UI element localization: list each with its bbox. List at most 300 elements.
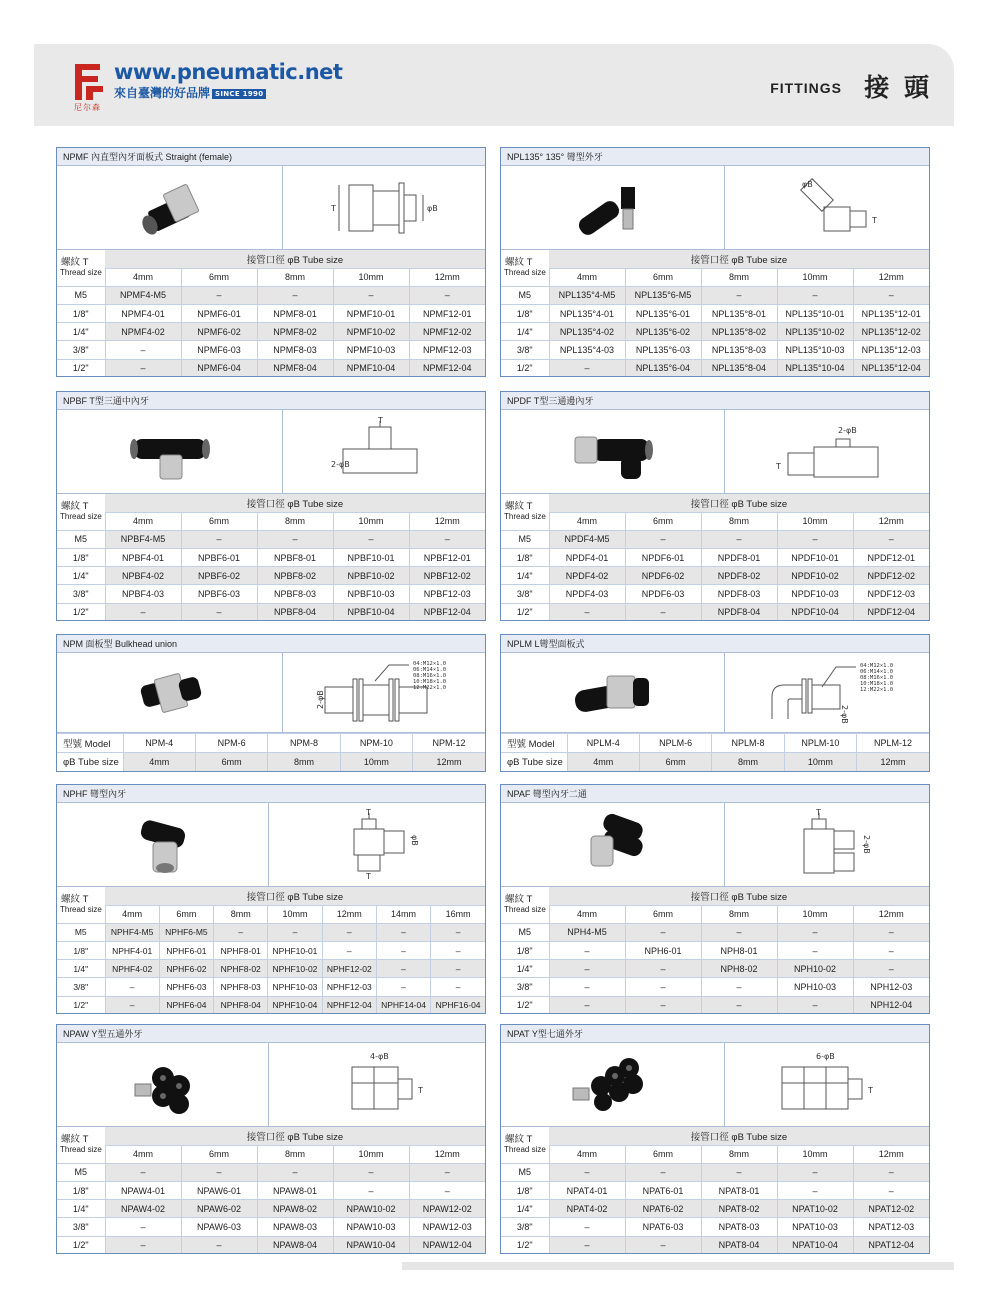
tube-cell: 12mm [857, 753, 929, 772]
part-cell: – [105, 978, 159, 996]
size-header: 8mm [257, 268, 333, 286]
tube-row [501, 753, 929, 772]
thread-label-zh: 螺紋 T [57, 250, 105, 268]
size-header: 8mm [701, 1145, 777, 1163]
tube-cell: 12mm [413, 753, 485, 772]
svg-text:2-φB: 2-φB [862, 834, 871, 854]
table-row [57, 1218, 485, 1236]
part-cell: – [376, 978, 430, 996]
part-cell: – [181, 603, 257, 621]
part-cell: NPAT10-03 [777, 1218, 853, 1236]
svg-text:2-φB: 2-φB [840, 704, 849, 724]
panel-npaw [56, 1024, 486, 1254]
part-cell: NPAT8-02 [701, 1200, 777, 1218]
panel-title: NPHF 彎型內牙 [57, 785, 485, 803]
part-cell: NPH8-01 [701, 942, 777, 960]
fitting-drawing-icon [289, 657, 479, 729]
part-cell: NPAT10-02 [777, 1200, 853, 1218]
thread-cell: 3/8" [501, 1218, 549, 1236]
size-header: 6mm [181, 512, 257, 530]
tube-cell: 10mm [784, 753, 856, 772]
fitting-drawing [725, 653, 929, 732]
dim-text: 04:M12×1.0 [860, 662, 894, 669]
panel-npmf [56, 147, 486, 377]
part-cell: – [701, 996, 777, 1014]
size-header: 8mm [214, 905, 268, 923]
fitting-drawing [283, 653, 485, 732]
fitting-drawing [725, 1043, 929, 1126]
panel-images [501, 1043, 929, 1127]
part-cell: – [549, 978, 625, 996]
fitting-drawing [269, 803, 485, 886]
part-cell: NPDF8-04 [701, 603, 777, 621]
thread-cell: 1/8" [57, 305, 105, 323]
part-cell: NPBF6-03 [181, 585, 257, 603]
part-cell: NPDF8-01 [701, 549, 777, 567]
tube-label: φB Tube size [501, 753, 567, 772]
thread-cell: 1/8" [501, 305, 549, 323]
svg-text:T: T [776, 461, 781, 471]
thread-cell: M5 [501, 923, 549, 941]
part-cell: – [105, 359, 181, 377]
part-cell: NPDF12-04 [853, 603, 929, 621]
part-cell: – [333, 530, 409, 548]
size-header: 6mm [625, 1145, 701, 1163]
part-cell: – [257, 1163, 333, 1181]
part-cell: NPL135°6-02 [625, 323, 701, 341]
table-row [57, 996, 485, 1014]
size-header: 6mm [181, 268, 257, 286]
tube-cell: 8mm [268, 753, 340, 772]
part-cell: NPL135°6-M5 [625, 286, 701, 304]
svg-text:T: T [868, 1085, 873, 1095]
panel-title: NPAF 彎型內牙二通 [501, 785, 929, 803]
part-cell: NPAW8-04 [257, 1236, 333, 1254]
table-row [501, 567, 929, 585]
panel-images [57, 166, 485, 250]
part-cell: NPL135°10-03 [777, 341, 853, 359]
part-cell: NPL135°6-04 [625, 359, 701, 377]
dim-text: 12:M22×1.0 [413, 684, 447, 691]
part-cell: NPDF4-02 [549, 567, 625, 585]
table-row [501, 603, 929, 621]
thread-cell: 3/8" [501, 585, 549, 603]
part-cell: NPAW10-04 [333, 1236, 409, 1254]
fitting-drawing-icon [309, 417, 459, 487]
part-cell: – [105, 1236, 181, 1254]
part-cell: NPL135°6-01 [625, 305, 701, 323]
size-header: 12mm [853, 1145, 929, 1163]
part-cell: NPAW8-03 [257, 1218, 333, 1236]
panel-images [501, 803, 929, 887]
tube-size-label: 接管口徑 φB Tube size [549, 494, 929, 512]
dim-text: 04:M12×1.0 [413, 660, 447, 667]
part-cell: – [701, 1163, 777, 1181]
part-cell: NPHF6-03 [159, 978, 213, 996]
part-cell: NPHF10-03 [268, 978, 322, 996]
part-cell: – [181, 1236, 257, 1254]
thread-cell: 1/2" [57, 996, 105, 1014]
part-cell: NPL135°8-02 [701, 323, 777, 341]
part-cell: NPMF10-04 [333, 359, 409, 377]
part-cell: NPAT10-04 [777, 1236, 853, 1254]
table-row [57, 323, 485, 341]
part-cell: NPAT6-01 [625, 1182, 701, 1200]
size-header: 10mm [268, 905, 322, 923]
part-cell: NPBF4-M5 [105, 530, 181, 548]
size-header: 8mm [257, 1145, 333, 1163]
part-cell: NPHF6-01 [159, 942, 213, 960]
panel-title: NPL135° 135° 彎型外牙 [501, 148, 929, 166]
part-cell: NPDF4-03 [549, 585, 625, 603]
size-header: 4mm [105, 512, 181, 530]
thread-cell: M5 [57, 530, 105, 548]
thread-cell: 1/8" [501, 549, 549, 567]
fitting-drawing-icon [302, 809, 452, 881]
model-table [501, 733, 929, 772]
part-cell: NPBF4-02 [105, 567, 181, 585]
table-row [57, 359, 485, 377]
dim-text: 12:M22×1.0 [860, 686, 894, 693]
part-table [57, 887, 485, 1014]
part-cell: NPAW6-02 [181, 1200, 257, 1218]
model-row [57, 734, 485, 753]
thread-cell: 1/8" [57, 549, 105, 567]
part-cell: NPHF10-04 [268, 996, 322, 1014]
part-cell: – [549, 359, 625, 377]
part-cell: – [549, 1236, 625, 1254]
fitting-photo [57, 1043, 269, 1126]
part-cell: NPDF6-01 [625, 549, 701, 567]
table-row [57, 286, 485, 304]
table-row [501, 530, 929, 548]
thread-cell: M5 [501, 1163, 549, 1181]
part-cell: – [549, 603, 625, 621]
part-cell: – [625, 996, 701, 1014]
table-row [501, 549, 929, 567]
part-cell: NPDF8-03 [701, 585, 777, 603]
fitting-photo-icon [113, 1050, 213, 1120]
part-cell: NPMF12-03 [409, 341, 485, 359]
panel-images [501, 653, 929, 733]
part-cell: – [701, 978, 777, 996]
part-cell: – [777, 923, 853, 941]
model-cell: NPLM-12 [857, 734, 929, 753]
fitting-photo-icon [120, 658, 220, 728]
part-cell: NPDF6-03 [625, 585, 701, 603]
model-label: 型號 Model [57, 734, 123, 753]
thread-label-en: Thread size [57, 1145, 105, 1163]
thread-cell: 3/8" [501, 978, 549, 996]
part-cell: – [214, 923, 268, 941]
part-cell: – [105, 603, 181, 621]
fitting-drawing [725, 410, 929, 493]
part-cell: NPAW6-01 [181, 1182, 257, 1200]
table-row [501, 1182, 929, 1200]
part-cell: – [853, 960, 929, 978]
part-cell: NPMF12-01 [409, 305, 485, 323]
thread-cell: 1/2" [501, 603, 549, 621]
part-cell: NPHF10-01 [268, 942, 322, 960]
table-row [57, 923, 485, 941]
part-cell: NPL135°12-01 [853, 305, 929, 323]
thread-cell: 1/4" [501, 567, 549, 585]
part-cell: NPAT6-02 [625, 1200, 701, 1218]
thread-cell: 1/8" [501, 942, 549, 960]
thread-cell: 1/2" [501, 996, 549, 1014]
svg-text:6-φB: 6-φB [816, 1051, 835, 1061]
part-cell: NPAW12-04 [409, 1236, 485, 1254]
part-cell: – [257, 286, 333, 304]
part-cell: – [549, 942, 625, 960]
part-cell: – [181, 530, 257, 548]
table-row [57, 341, 485, 359]
size-header: 12mm [409, 512, 485, 530]
fitting-photo [57, 166, 283, 249]
page-title-en: FITTINGS [770, 80, 842, 96]
part-cell: NPMF6-02 [181, 323, 257, 341]
brand-slogan [114, 84, 266, 101]
part-cell: NPHF12-02 [322, 960, 376, 978]
part-cell: NPAW8-02 [257, 1200, 333, 1218]
part-cell: NPDF4-01 [549, 549, 625, 567]
panel-title: NPMF 內直型內牙面板式 Straight (female) [57, 148, 485, 166]
fitting-photo [501, 1043, 725, 1126]
fitting-drawing [725, 166, 929, 249]
part-cell: – [409, 286, 485, 304]
dim-text: 10:M18×1.0 [413, 678, 447, 685]
part-cell: NPMF10-01 [333, 305, 409, 323]
part-cell: – [777, 1182, 853, 1200]
part-cell: NPDF10-04 [777, 603, 853, 621]
fitting-photo-icon [563, 1050, 663, 1120]
tube-size-label: 接管口徑 φB Tube size [549, 887, 929, 905]
thread-cell: M5 [57, 286, 105, 304]
part-cell: NPL135°12-04 [853, 359, 929, 377]
fitting-photo [501, 803, 725, 886]
part-table [501, 250, 929, 377]
panel-images [57, 1043, 485, 1127]
size-header: 10mm [333, 512, 409, 530]
part-cell: NPBF6-02 [181, 567, 257, 585]
part-cell: – [777, 1163, 853, 1181]
part-cell: – [853, 286, 929, 304]
part-cell: NPL135°4-01 [549, 305, 625, 323]
part-cell: – [549, 960, 625, 978]
tube-cell: 4mm [123, 753, 195, 772]
part-cell: – [549, 1163, 625, 1181]
model-cell: NPLM-8 [712, 734, 784, 753]
part-cell: NPL135°4-02 [549, 323, 625, 341]
thread-label-zh: 螺紋 T [57, 887, 105, 905]
part-cell: NPAT8-04 [701, 1236, 777, 1254]
part-cell: NPAW10-02 [333, 1200, 409, 1218]
dim-text: 06:M14×1.0 [413, 666, 447, 673]
part-cell: NPHF4-M5 [105, 923, 159, 941]
panel-npm [56, 634, 486, 772]
tube-cell: 6mm [639, 753, 711, 772]
part-table [501, 494, 929, 621]
part-cell: – [777, 942, 853, 960]
part-cell: NPL135°8-04 [701, 359, 777, 377]
part-cell: – [105, 1163, 181, 1181]
svg-text:2-φB: 2-φB [331, 459, 350, 469]
thread-label-en: Thread size [501, 905, 549, 923]
table-row [57, 603, 485, 621]
table-row [57, 1200, 485, 1218]
part-cell: – [376, 942, 430, 960]
part-cell: NPL135°10-04 [777, 359, 853, 377]
part-cell: – [322, 942, 376, 960]
part-cell: – [549, 996, 625, 1014]
thread-label-en: Thread size [57, 905, 105, 923]
part-cell: NPBF4-03 [105, 585, 181, 603]
part-cell: NPDF12-03 [853, 585, 929, 603]
table-row [57, 305, 485, 323]
part-cell: NPHF8-01 [214, 942, 268, 960]
size-header: 6mm [625, 512, 701, 530]
part-cell: NPAW4-02 [105, 1200, 181, 1218]
tube-row [57, 753, 485, 772]
part-cell: NPL135°10-02 [777, 323, 853, 341]
table-row [57, 960, 485, 978]
thread-cell: 1/4" [57, 567, 105, 585]
model-cell: NPM-12 [413, 734, 485, 753]
thread-cell: 1/2" [57, 603, 105, 621]
size-header: 6mm [625, 268, 701, 286]
part-cell: NPMF6-04 [181, 359, 257, 377]
dim-text: 08:M16×1.0 [413, 672, 447, 679]
fitting-photo-icon [563, 810, 663, 880]
thread-cell: 3/8" [57, 585, 105, 603]
size-header: 6mm [625, 905, 701, 923]
part-cell: – [409, 530, 485, 548]
part-cell: NPMF4-02 [105, 323, 181, 341]
thread-cell: 1/4" [57, 1200, 105, 1218]
part-cell: – [431, 978, 485, 996]
part-cell: NPMF8-04 [257, 359, 333, 377]
part-cell: NPL135°12-03 [853, 341, 929, 359]
part-cell: – [333, 286, 409, 304]
brand-since-badge: SINCE 1990 [212, 89, 266, 99]
tube-size-label: 接管口徑 φB Tube size [105, 887, 485, 905]
part-cell: NPBF10-01 [333, 549, 409, 567]
table-row [501, 323, 929, 341]
dim-text: 10:M18×1.0 [860, 680, 894, 687]
part-cell: NPHF16-04 [431, 996, 485, 1014]
svg-text:2-φB: 2-φB [838, 425, 857, 435]
part-cell: NPH10-03 [777, 978, 853, 996]
part-cell: NPDF12-01 [853, 549, 929, 567]
fitting-photo [501, 410, 725, 493]
part-cell: NPMF8-02 [257, 323, 333, 341]
size-header: 12mm [322, 905, 376, 923]
part-cell: – [409, 1182, 485, 1200]
size-header: 4mm [105, 268, 181, 286]
model-cell: NPLM-4 [567, 734, 639, 753]
part-cell: – [625, 960, 701, 978]
part-cell: NPBF10-03 [333, 585, 409, 603]
size-header: 4mm [549, 1145, 625, 1163]
brand-url: www.pneumatic.net [114, 60, 343, 84]
part-cell: NPH6-01 [625, 942, 701, 960]
panel-images [57, 653, 485, 733]
thread-cell: 3/8" [57, 341, 105, 359]
part-cell: NPMF10-03 [333, 341, 409, 359]
table-row [501, 305, 929, 323]
size-header: 8mm [257, 512, 333, 530]
part-cell: NPHF6-02 [159, 960, 213, 978]
panel-title: NPM 面板型 Bulkhead union [57, 635, 485, 653]
part-cell: NPMF12-04 [409, 359, 485, 377]
part-cell: – [777, 286, 853, 304]
size-header: 4mm [549, 512, 625, 530]
part-cell: NPDF4-M5 [549, 530, 625, 548]
size-header: 8mm [701, 268, 777, 286]
part-cell: NPBF12-03 [409, 585, 485, 603]
thread-cell: 1/4" [57, 960, 105, 978]
panel-nphf [56, 784, 486, 1014]
part-cell: NPMF8-01 [257, 305, 333, 323]
part-cell: NPHF8-03 [214, 978, 268, 996]
svg-text:4-φB: 4-φB [370, 1051, 389, 1061]
panel-npaf [500, 784, 930, 1014]
part-cell: NPBF8-04 [257, 603, 333, 621]
panel-nplm [500, 634, 930, 772]
part-cell: NPAT4-01 [549, 1182, 625, 1200]
part-cell: – [376, 923, 430, 941]
size-header: 14mm [376, 905, 430, 923]
table-row [501, 996, 929, 1014]
thread-label-en: Thread size [501, 512, 549, 530]
fitting-photo-icon [120, 417, 220, 487]
part-cell: NPHF14-04 [376, 996, 430, 1014]
table-row [57, 1236, 485, 1254]
part-cell: NPMF10-02 [333, 323, 409, 341]
part-cell: NPH10-02 [777, 960, 853, 978]
part-cell: – [333, 1163, 409, 1181]
model-cell: NPM-4 [123, 734, 195, 753]
part-cell: NPAW12-02 [409, 1200, 485, 1218]
thread-label-zh: 螺紋 T [57, 1127, 105, 1145]
part-cell: NPBF12-02 [409, 567, 485, 585]
footer-bar [402, 1262, 954, 1270]
panel-images [501, 166, 929, 250]
part-table [57, 494, 485, 621]
part-cell: NPHF4-01 [105, 942, 159, 960]
part-cell: – [181, 1163, 257, 1181]
table-row [501, 942, 929, 960]
part-cell: NPBF8-01 [257, 549, 333, 567]
tube-cell: 4mm [567, 753, 639, 772]
fitting-photo [57, 803, 269, 886]
svg-text:T: T [872, 215, 877, 225]
thread-cell: M5 [501, 286, 549, 304]
part-cell: NPMF12-02 [409, 323, 485, 341]
thread-cell: 1/2" [501, 1236, 549, 1254]
part-cell: NPL135°6-03 [625, 341, 701, 359]
part-cell: NPBF10-04 [333, 603, 409, 621]
fitting-photo [57, 653, 283, 732]
panel-title: NPDF T型三通邊內牙 [501, 392, 929, 410]
fitting-photo-icon [113, 810, 213, 880]
size-header: 6mm [159, 905, 213, 923]
part-cell: NPDF8-02 [701, 567, 777, 585]
part-cell: NPHF8-02 [214, 960, 268, 978]
part-cell: NPBF8-02 [257, 567, 333, 585]
panel-npdf [500, 391, 930, 621]
part-cell: – [376, 960, 430, 978]
